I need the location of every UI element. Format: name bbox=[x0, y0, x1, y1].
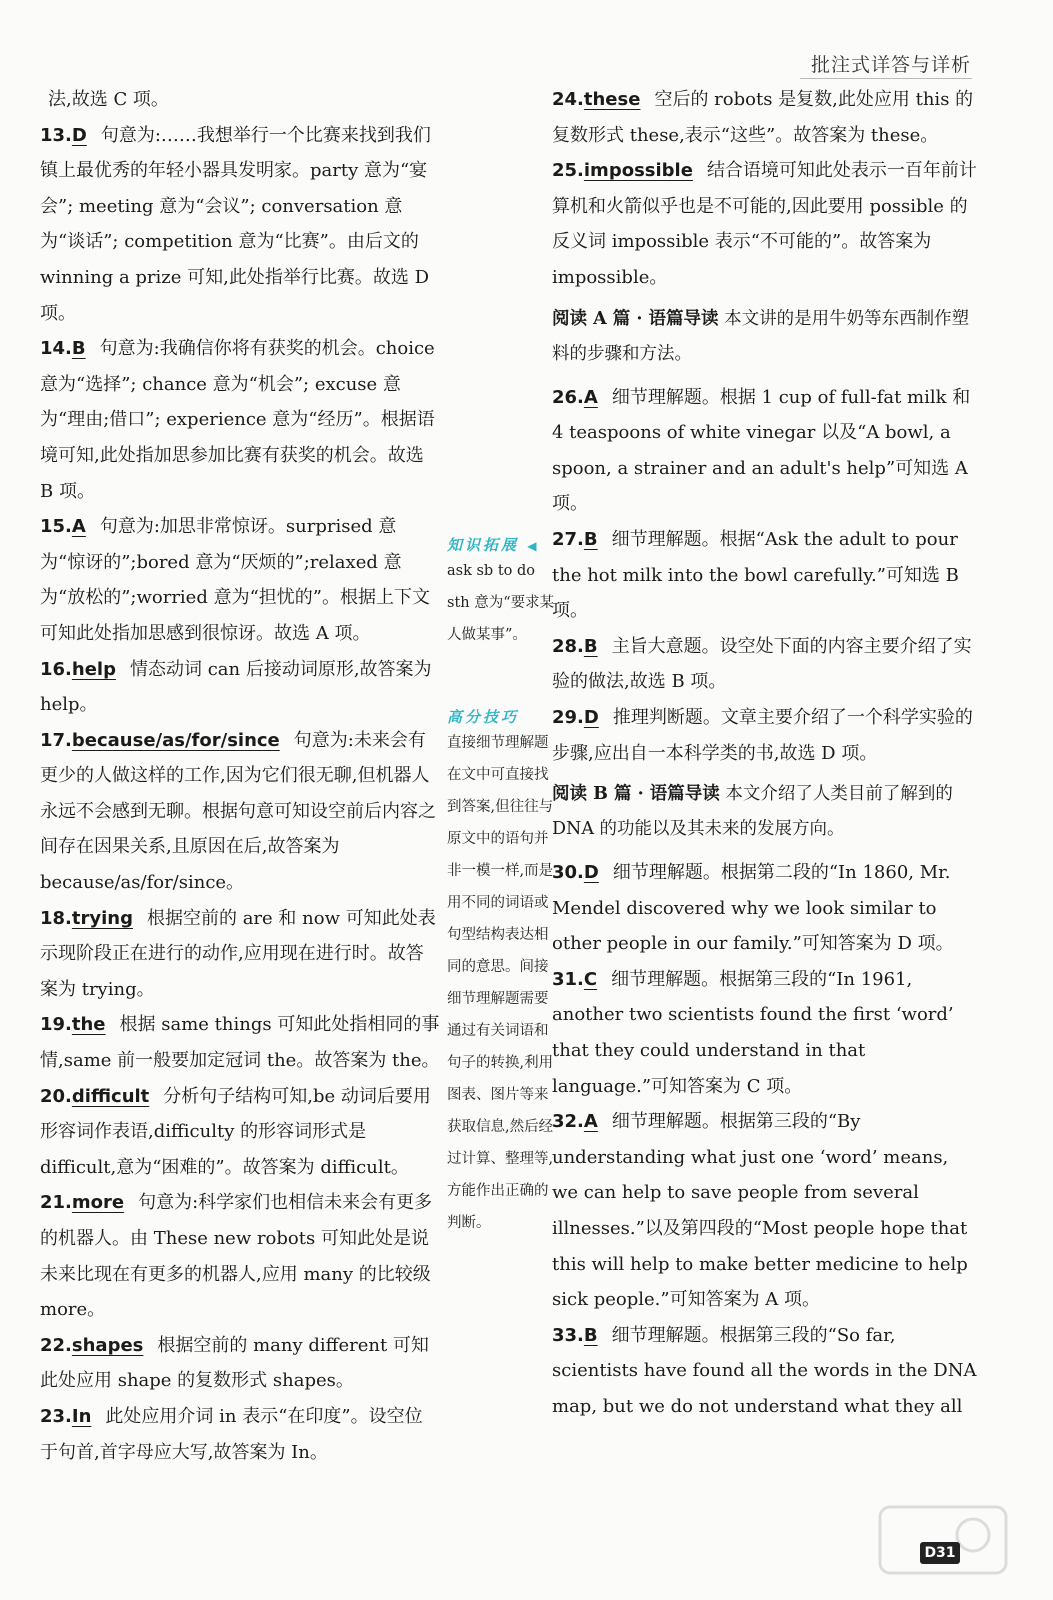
answer-key: B bbox=[583, 528, 598, 550]
explanation: 句意为:未来会有更少的人做这样的工作,因为它们很无聊,但机器人永远不会感到无聊。根据句意可知设空前后内容之间存在因果关系,且原因在后,故答案为 because/as/for/since。 bbox=[40, 729, 436, 894]
question-number: 15. bbox=[40, 516, 72, 538]
explanation: 根据空前的 are 和 now 可知此处表示现阶段正在进行的动作,应用现在进行时。故答案为 trying。 bbox=[40, 907, 436, 1000]
arrow-icon: ◀ bbox=[527, 539, 540, 553]
answer-25 bbox=[552, 153, 980, 295]
explanation: 细节理解题。根据第三段的“In 1961, another two scientists found the first ‘word’ that they could understand in that language.”可知答案为 C 项。 bbox=[552, 968, 954, 1097]
answer-27 bbox=[552, 522, 980, 629]
explanation: 推理判断题。文章主要介绍了一个科学实验的步骤,应出自一本科学类的书,故选 D 项。 bbox=[552, 706, 973, 764]
right-column bbox=[552, 82, 980, 1425]
header-divider bbox=[800, 78, 972, 79]
answer-key: because/as/for/since bbox=[71, 729, 280, 751]
answer-key: shapes bbox=[71, 1334, 144, 1356]
question-number: 17. bbox=[40, 729, 72, 751]
guide-label: 阅读 A 篇 · 语篇导读 bbox=[552, 308, 719, 329]
explanation: 细节理解题。根据 1 cup of full-fat milk 和 4 teaspoons of white vinegar 以及“A bowl, a spoon, a strainer and an adult's help”可知选 A 项。 bbox=[552, 386, 971, 515]
answer-15 bbox=[40, 509, 440, 651]
answer-28 bbox=[552, 629, 980, 700]
answer-key: impossible bbox=[583, 160, 693, 182]
answer-31 bbox=[552, 962, 980, 1104]
question-number: 16. bbox=[40, 658, 72, 680]
answer-key: A bbox=[71, 516, 86, 538]
reading-guide-a bbox=[552, 302, 980, 372]
answer-21 bbox=[40, 1185, 440, 1327]
explanation: 细节理解题。根据“Ask the adult to pour the hot milk into the bowl carefully.”可知选 B 项。 bbox=[552, 528, 959, 622]
explanation: 根据 same things 可知此处指相同的事情,same 前一般要加定冠词 the。故答案为 the。 bbox=[40, 1014, 440, 1072]
reading-guide-b bbox=[552, 777, 980, 847]
explanation: 结合语境可知此处表示一百年前计算机和火箭似乎也是不可能的,因此要用 possible 的反义词 impossible 表示“不可能的”。故答案为 impossible。 bbox=[552, 160, 977, 288]
question-number: 13. bbox=[40, 124, 72, 146]
explanation: 句意为:我确信你将有获奖的机会。choice 意为“选择”; chance 意为“机会”; excuse 意为“理由;借口”; experience 意为“经历”。根据语境可知,此处指加思参加比赛有获奖的机会。故选 B 项。 bbox=[40, 338, 435, 502]
explanation: 细节理解题。根据第三段的“By understanding what just one ‘word’ means, we can help to save people from several illnesses.”以及第四段的“Most people hope that this will help to make better medicine to help sick people.”可知答案为 A 项。 bbox=[552, 1111, 968, 1311]
answer-key: D bbox=[583, 862, 599, 884]
question-number: 23. bbox=[40, 1405, 72, 1427]
explanation: 分析句子结构可知,be 动词后要用形容词作表语,difficulty 的形容词形式是 difficult,意为“困难的”。故答案为 difficult。 bbox=[40, 1085, 431, 1178]
answer-33 bbox=[552, 1318, 980, 1425]
sidebar-text: ask sb to do sth 意为“要求某人做某事”。 bbox=[447, 563, 555, 643]
answer-18 bbox=[40, 901, 440, 1008]
answer-key: more bbox=[71, 1192, 125, 1214]
question-number: 28. bbox=[552, 635, 584, 657]
answer-30 bbox=[552, 855, 980, 962]
page-header: 批注式详答与详析 bbox=[810, 54, 971, 76]
explanation: 主旨大意题。设空处下面的内容主要介绍了实验的做法,故选 B 项。 bbox=[552, 635, 972, 693]
question-number: 22. bbox=[40, 1334, 72, 1356]
explanation: 句意为:加思非常惊讶。surprised 意为“惊讶的”;bored 意为“厌烦的”;relaxed 意为“放松的”;worried 意为“担忧的”。根据上下文可知此处指加思感到很惊讶。故选 A 项。 bbox=[40, 516, 430, 644]
answer-key: B bbox=[583, 635, 598, 657]
explanation: 情态动词 can 后接动词原形,故答案为 help。 bbox=[40, 658, 432, 716]
left-column bbox=[40, 82, 440, 1470]
answer-key: difficult bbox=[71, 1085, 150, 1107]
question-number: 32. bbox=[552, 1111, 584, 1133]
answer-key: these bbox=[583, 89, 641, 110]
question-number: 31. bbox=[552, 968, 584, 990]
answer-key: C bbox=[583, 968, 598, 990]
question-number: 29. bbox=[552, 706, 584, 728]
answer-key: the bbox=[71, 1014, 106, 1036]
question-number: 30. bbox=[552, 862, 584, 884]
guide-text: 本文介绍了人类目前了解到的 DNA 的功能以及其未来的发展方向。 bbox=[552, 784, 953, 840]
explanation: 细节理解题。根据第三段的“So far, scientists have found all the words in the DNA map, but we do not understand what they all bbox=[552, 1324, 977, 1417]
question-number: 27. bbox=[552, 528, 584, 550]
sidebar-knowledge bbox=[447, 534, 555, 651]
answer-key: B bbox=[71, 338, 86, 360]
answer-key: A bbox=[583, 386, 598, 408]
answer-16 bbox=[40, 652, 440, 723]
answer-23 bbox=[40, 1399, 440, 1470]
answer-26 bbox=[552, 380, 980, 522]
page-number: D31 bbox=[920, 1542, 960, 1564]
explanation: 空后的 robots 是复数,此处应用 this 的复数形式 these,表示“这些”。故答案为 these。 bbox=[552, 89, 974, 146]
answer-24 bbox=[552, 82, 980, 153]
answer-key: A bbox=[583, 1111, 598, 1133]
question-number: 33. bbox=[552, 1324, 584, 1346]
answer-key: help bbox=[71, 658, 116, 680]
question-number: 18. bbox=[40, 907, 72, 929]
guide-label: 阅读 B 篇 · 语篇导读 bbox=[552, 784, 720, 805]
sidebar-title: 知识拓展 ◀ bbox=[447, 536, 540, 554]
explanation: 根据空前的 many different 可知此处应用 shape 的复数形式 shapes。 bbox=[40, 1334, 429, 1392]
answer-key: D bbox=[583, 706, 599, 728]
question-number: 19. bbox=[40, 1014, 72, 1036]
explanation: 句意为:……我想举行一个比赛来找到我们镇上最优秀的年轻小器具发明家。party 意为“宴会”; meeting 意为“会议”; conversation 意为“谈话”; competition 意为“比赛”。由后文的 winning a prize 可知,此处指举行比赛。故选 D 项。 bbox=[40, 124, 431, 324]
answer-29 bbox=[552, 700, 980, 771]
explanation: 句意为:科学家们也相信未来会有更多的机器人。由 These new robots 可知此处是说未来比现在有更多的机器人,应用 many 的比较级 more。 bbox=[40, 1192, 433, 1321]
guide-text: 本文讲的是用牛奶等东西制作塑料的步骤和方法。 bbox=[552, 308, 970, 364]
explanation: 此处应用介词 in 表示“在印度”。设空位于句首,首字母应大写,故答案为 In。 bbox=[40, 1405, 423, 1463]
sidebar-text: 直接细节理解题在文中可直接找到答案,但往往与原文中的语句并非一模一样,而是用不同的词语或句型结构表达相同的意思。间接细节理解题需要通过有关词语和句子的转换,利用图表、图片等来获取信息,然后经过计算、整理等,方能作出正确的判断。 bbox=[447, 735, 554, 1231]
question-number: 25. bbox=[552, 160, 584, 182]
answer-22 bbox=[40, 1328, 440, 1399]
sidebar-tips bbox=[447, 706, 555, 1239]
answer-key: B bbox=[583, 1324, 598, 1346]
question-number: 24. bbox=[552, 89, 584, 110]
question-number: 26. bbox=[552, 386, 584, 408]
sidebar-title: 高分技巧 bbox=[447, 708, 520, 726]
question-number: 14. bbox=[40, 338, 72, 360]
answer-13 bbox=[40, 118, 440, 332]
explanation: 细节理解题。根据第二段的“In 1860, Mr. Mendel discovered why we look similar to other people in our family.”可知答案为 D 项。 bbox=[552, 862, 954, 955]
answer-key: trying bbox=[71, 907, 133, 929]
question-number: 20. bbox=[40, 1085, 72, 1107]
answer-key: D bbox=[71, 124, 87, 146]
answer-32 bbox=[552, 1104, 980, 1318]
answer-19 bbox=[40, 1007, 440, 1078]
answer-key: In bbox=[71, 1405, 92, 1427]
question-number: 21. bbox=[40, 1192, 72, 1214]
answer-14 bbox=[40, 331, 440, 509]
watermark-logo-icon bbox=[878, 1505, 1008, 1575]
answer-20 bbox=[40, 1079, 440, 1186]
continued-text: 法,故选 C 项。 bbox=[48, 89, 169, 110]
answer-17 bbox=[40, 723, 440, 901]
